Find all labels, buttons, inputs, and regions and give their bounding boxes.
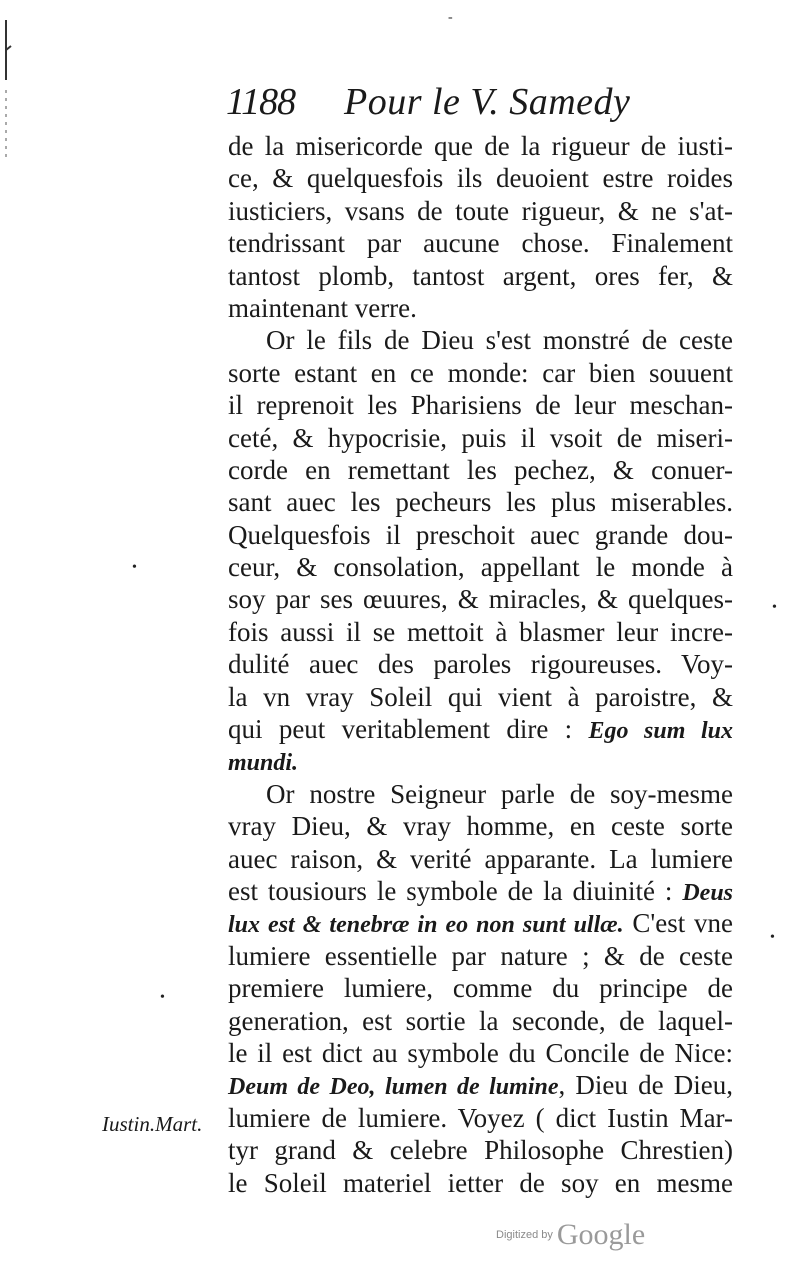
text-line xyxy=(228,745,733,777)
text-line xyxy=(228,713,733,745)
latin-quote: Deus xyxy=(682,879,733,906)
text-line: premiere lumiere, comme du principe de xyxy=(228,973,733,1004)
page-edge-mark xyxy=(4,20,12,160)
text-line: tendrissant par aucune chose. Finalement xyxy=(228,228,733,259)
text-line: auec raison, & verité apparante. La lumiere xyxy=(228,843,733,874)
text-segment: , Dieu de Dieu, xyxy=(558,1070,734,1101)
text-line: sant auec les pecheurs les plus miserables. xyxy=(228,487,733,518)
text-line: dulité auec des paroles rigoureuses. Voy- xyxy=(228,649,733,680)
text-line: la vn vray Soleil qui vient à paroistre, & xyxy=(228,681,733,712)
ink-speck: • xyxy=(160,990,165,1005)
text-line: ceté, & hypocrisie, puis il vsoit de miseri- xyxy=(228,422,733,453)
ink-speck: • xyxy=(770,930,775,945)
text-segment: C'est vne xyxy=(632,908,733,939)
text-line: iusticiers, vsans de toute rigueur, & ne s'at- xyxy=(228,195,733,226)
text-line: de la misericorde que de la rigueur de iusti- xyxy=(228,131,733,161)
latin-quote: mundi. xyxy=(228,750,299,777)
text-line: fois aussi il se mettoit à blasmer leur incre- xyxy=(228,616,733,647)
watermark-prefix: Digitized by xyxy=(496,1229,553,1241)
text-line: ce, & quelquesfois ils deuoient estre roides xyxy=(228,163,733,194)
text-line: tantost plomb, tantost argent, ores fer, & xyxy=(228,260,733,291)
text-line: maintenant verre. xyxy=(228,292,417,323)
text-line: soy par ses œuures, & miracles, & quelques- xyxy=(228,584,733,615)
margin-note: Iustin.Mart. xyxy=(102,1112,203,1136)
text-line: le il est dict au symbole du Concile de Nice: xyxy=(228,1037,733,1068)
ink-speck: • xyxy=(132,560,137,575)
latin-quote: Deum de Deo, lumen de lumine xyxy=(228,1074,559,1101)
ink-speck: - xyxy=(448,10,453,25)
text-line xyxy=(228,1069,733,1101)
body-text xyxy=(228,130,733,1199)
text-segment: qui peut veritablement dire : xyxy=(228,714,589,745)
text-line: vray Dieu, & vray homme, en ceste sorte xyxy=(228,811,733,842)
text-line: lumiere de lumiere. Voyez ( dict Iustin Mar- xyxy=(228,1102,733,1133)
ink-speck: • xyxy=(772,600,777,615)
text-line: ceur, & consolation, appellant le monde à xyxy=(228,552,733,583)
text-line: corde en remettant les pechez, & conuer- xyxy=(228,454,733,485)
digitized-watermark xyxy=(496,1218,645,1252)
latin-quote: Ego sum lux xyxy=(588,718,733,745)
text-line: il reprenoit les Pharisiens de leur meschan- xyxy=(228,390,733,421)
text-line: tyr grand & celebre Philosophe Chrestien) xyxy=(228,1135,733,1166)
text-line xyxy=(228,875,733,907)
text-line: sorte estant en ce monde: car bien souuent xyxy=(228,357,733,388)
running-head: Pour le V. Samedy xyxy=(344,81,631,123)
text-line: Or nostre Seigneur parle de soy-mesme xyxy=(266,778,733,809)
page-header xyxy=(226,80,746,124)
text-line: le Soleil materiel ietter de soy en mesme xyxy=(228,1167,733,1198)
text-line xyxy=(228,907,733,939)
text-line: Or le fils de Dieu s'est monstré de ceste xyxy=(266,325,733,356)
latin-quote: lux est & tenebræ in eo non sunt ullæ. xyxy=(228,912,624,939)
watermark-brand: Google xyxy=(556,1218,646,1251)
text-line: lumiere essentielle par nature ; & de ceste xyxy=(228,940,733,971)
text-segment: est tousiours le symbole de la diuinité : xyxy=(228,875,683,906)
text-line: Quelquesfois il preschoit auec grande dou- xyxy=(228,519,733,550)
text-line: generation, est sortie la seconde, de laquel- xyxy=(228,1005,733,1036)
page-number: 1188 xyxy=(226,81,296,123)
